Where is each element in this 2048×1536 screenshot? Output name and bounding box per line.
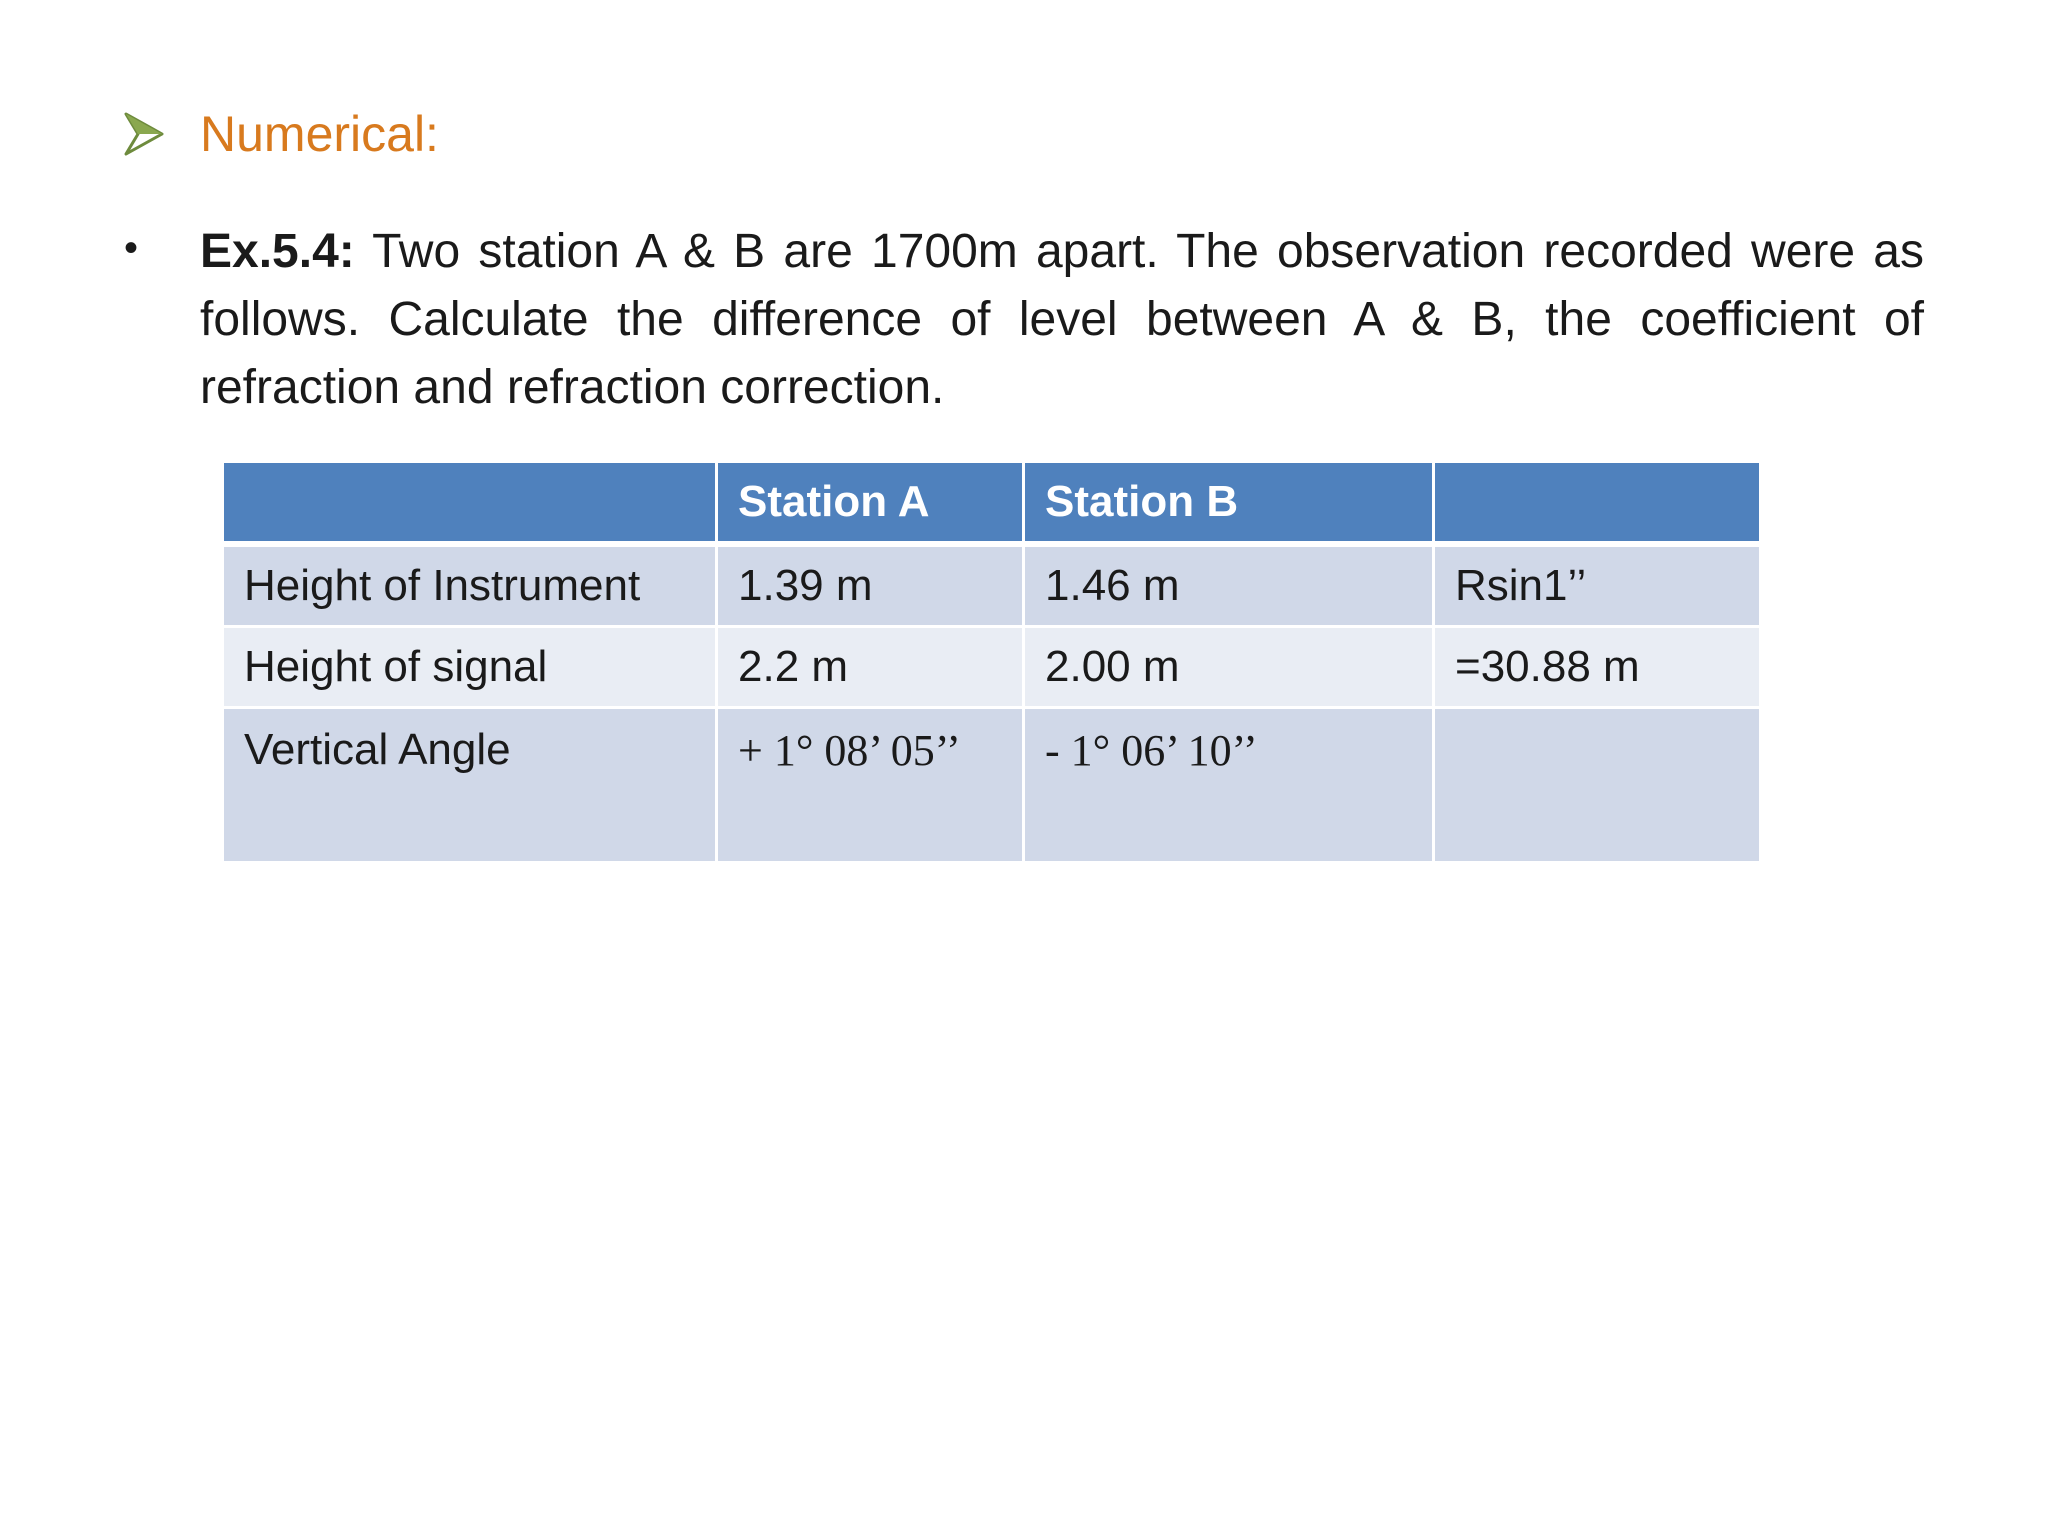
heading-title: Numerical: xyxy=(200,106,439,162)
header-cell-notes xyxy=(1434,462,1761,545)
observation-table xyxy=(221,460,1762,864)
table-row xyxy=(223,544,1761,627)
problem-text: Two station A & B are 1700m apart. The observation recorded were as follows. Calculate the difference of level between A & B, the coefficient of refraction and refraction correction. xyxy=(200,225,1924,414)
table-row xyxy=(223,708,1761,863)
table-row xyxy=(223,627,1761,708)
arrow-bullet-icon xyxy=(124,112,164,156)
station-b-value: - 1° 06’ 10’’ xyxy=(1024,708,1434,863)
heading-row xyxy=(124,104,439,164)
problem-statement xyxy=(200,218,1924,422)
header-cell-station-a: Station A xyxy=(717,462,1024,545)
header-cell-station-b: Station B xyxy=(1024,462,1434,545)
bullet-dot-icon: • xyxy=(124,226,139,270)
problem-label: Ex.5.4: xyxy=(200,225,355,278)
note-value: =30.88 m xyxy=(1434,627,1761,708)
station-b-value: 1.46 m xyxy=(1024,544,1434,627)
row-label: Height of Instrument xyxy=(223,544,717,627)
note-value: Rsin1’’ xyxy=(1434,544,1761,627)
header-cell-blank xyxy=(223,462,717,545)
note-value xyxy=(1434,708,1761,863)
row-label: Height of signal xyxy=(223,627,717,708)
station-a-value: + 1° 08’ 05’’ xyxy=(717,708,1024,863)
table-header-row xyxy=(223,462,1761,545)
station-a-value: 2.2 m xyxy=(717,627,1024,708)
station-b-value: 2.00 m xyxy=(1024,627,1434,708)
row-label: Vertical Angle xyxy=(223,708,717,863)
station-a-value: 1.39 m xyxy=(717,544,1024,627)
